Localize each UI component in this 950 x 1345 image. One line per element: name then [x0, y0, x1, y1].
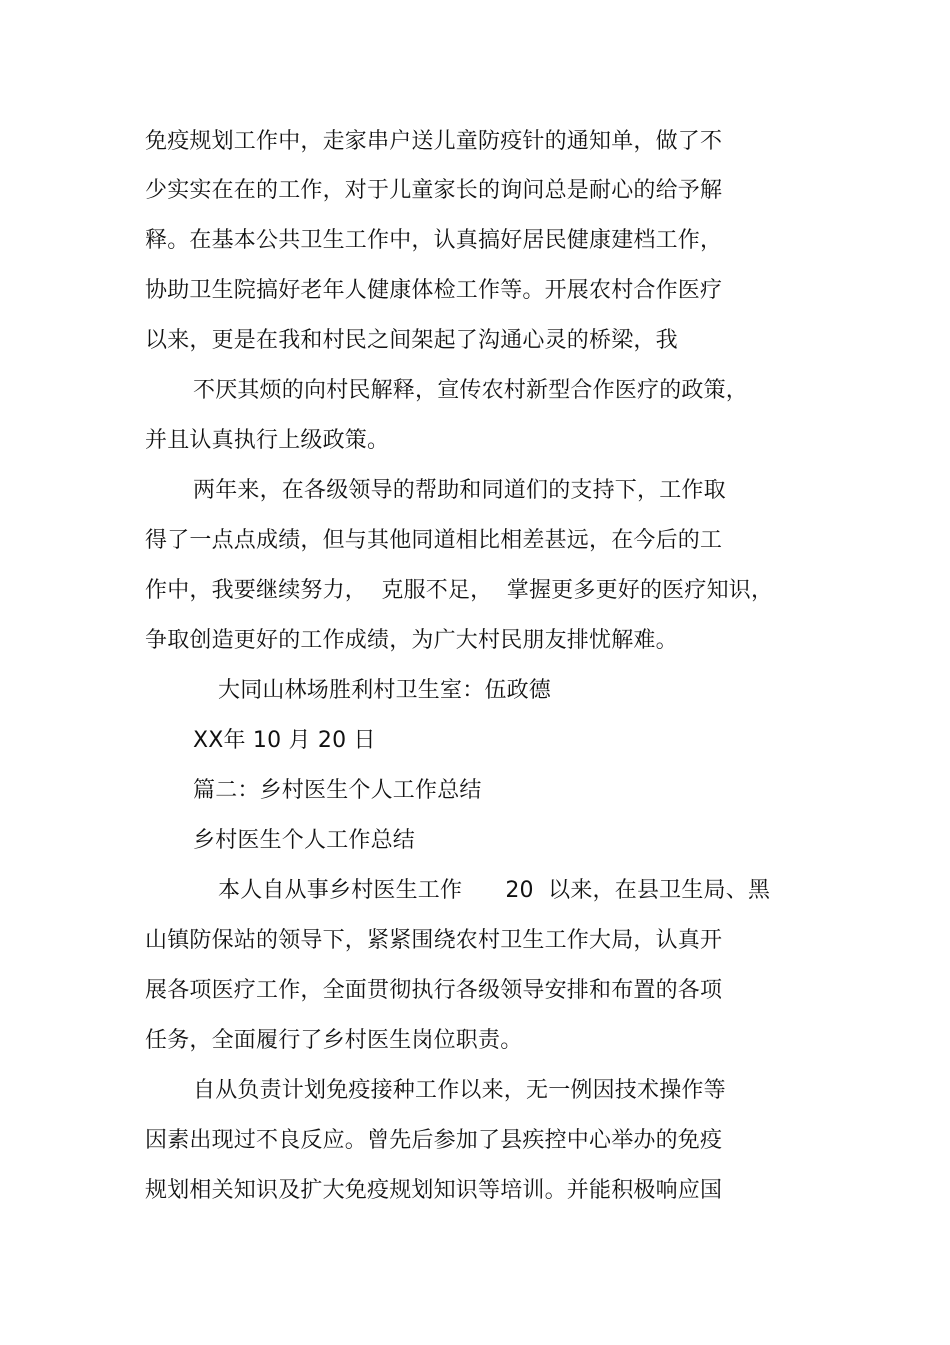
signature-line: 大同山林场胜利村卫生室：伍政德: [218, 678, 552, 703]
text-line: 免疫规划工作中，走家串户送儿童防疫针的通知单，做了不: [145, 129, 723, 154]
text-line: 任务，全面履行了乡村医生岗位职责。: [145, 1028, 523, 1053]
text-line: 作中，我要继续努力， 克服不足， 掌握更多更好的医疗知识，: [145, 578, 774, 603]
text-line: 规划相关知识及扩大免疫规划知识等培训。并能积极响应国: [145, 1178, 723, 1203]
text-line: 释。在基本公共卫生工作中，认真搞好居民健康建档工作，: [145, 228, 723, 253]
text-line: 自从负责计划免疫接种工作以来，无一例因技术操作等: [193, 1078, 726, 1103]
text-line: 两年来，在各级领导的帮助和同道们的支持下，工作取: [193, 478, 726, 503]
text-line: 不厌其烦的向村民解释，宣传农村新型合作医疗的政策，: [193, 378, 749, 403]
section-title: 乡村医生个人工作总结: [193, 828, 416, 853]
text-line: 展各项医疗工作，全面贯彻执行各级领导安排和布置的各项: [145, 978, 723, 1003]
text-line: 因素出现过不良反应。曾先后参加了县疾控中心举办的免疫: [145, 1128, 723, 1153]
text-line: 少实实在在的工作，对于儿童家长的询问总是耐心的给予解: [145, 178, 723, 203]
date-line: XX年 10 月 20 日: [193, 728, 376, 753]
text-line: 争取创造更好的工作成绩，为广大村民朋友排忧解难。: [145, 628, 678, 653]
text-line: 以来，更是在我和村民之间架起了沟通心灵的桥梁，我: [145, 328, 678, 353]
text-line: 并且认真执行上级政策。: [145, 428, 390, 453]
text-line: 本人自从事乡村医生工作 20 以来，在县卫生局、黑: [218, 878, 771, 903]
section-heading: 篇二：乡村医生个人工作总结: [193, 778, 482, 803]
text-line: 山镇防保站的领导下，紧紧围绕农村卫生工作大局，认真开: [145, 928, 723, 953]
text-line: 得了一点点成绩，但与其他同道相比相差甚远，在今后的工: [145, 528, 723, 553]
text-line: 协助卫生院搞好老年人健康体检工作等。开展农村合作医疗: [145, 278, 723, 303]
